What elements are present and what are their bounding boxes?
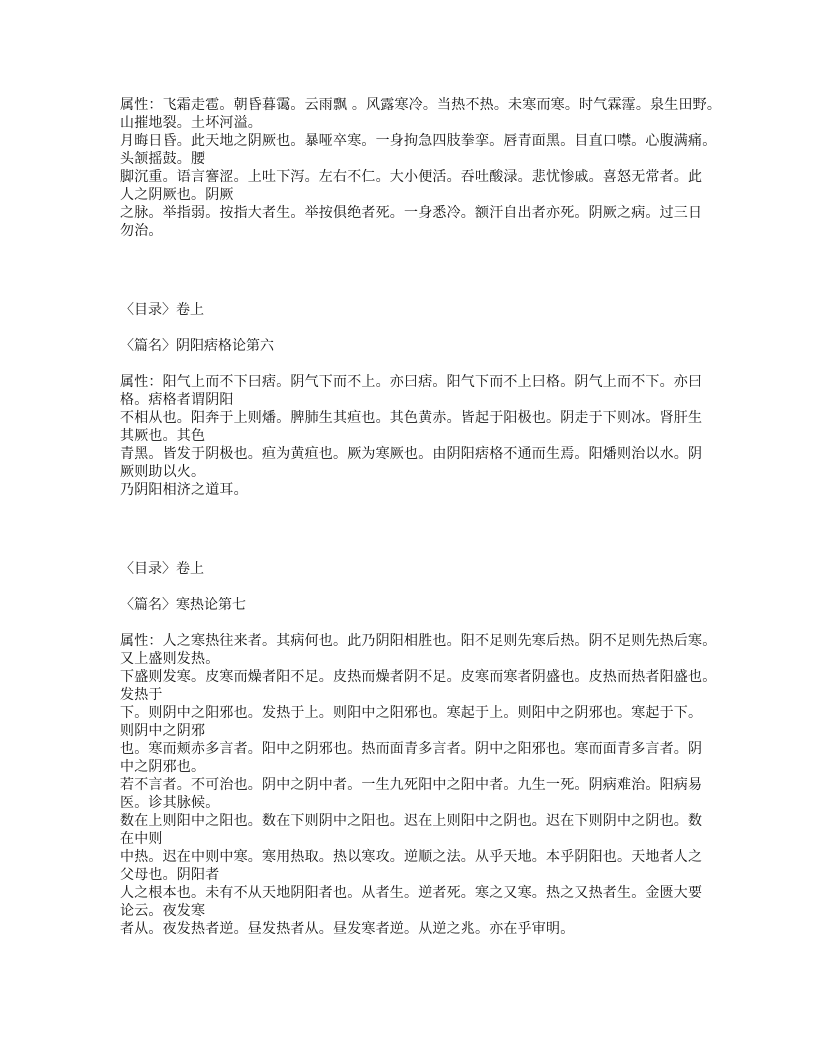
text-line: 则阴中之阴邪 [120, 723, 206, 739]
text-line: 不相从也。阳奔于上则燔。脾肺生其疸也。其色黄赤。皆起于阳极也。阴走于下则冰。肾肝生 [120, 410, 703, 426]
text-line: 下。则阴中之阳邪也。发热于上。则阳中之阳邪也。寒起于上。则阳中之阴邪也。寒起于下。 [120, 705, 703, 721]
text-line: 数在上则阳中之阳也。数在下则阴中之阳也。迟在上则阳中之阴也。迟在下则阴中之阴也。数 [120, 813, 703, 829]
spacer [120, 355, 700, 373]
section-spacer [120, 240, 700, 294]
spacer [120, 614, 700, 632]
text-line: 属性：阳气上而不下曰痞。阴气下而不上。亦曰痞。阳气下而不上曰格。阴气上而不下。亦曰 [120, 374, 703, 390]
attribute-paragraph [120, 373, 703, 499]
spacer [120, 578, 700, 596]
text-line: 在中则 [120, 831, 163, 847]
text-line: 者从。夜发热者逆。昼发热者从。昼发寒者逆。从逆之兆。亦在乎审明。 [120, 921, 575, 937]
text-line: 属性：飞霜走雹。朝昏暮霭。云雨飘 。风露寒冷。当热不热。未寒而寒。时气霖霪。泉生田野。 [120, 97, 722, 113]
section-yin-jue [120, 96, 722, 240]
spacer [120, 319, 700, 337]
document-page [120, 96, 722, 938]
text-line: 若不言者。不可治也。阴中之阴中者。一生九死阳中之阳中者。九生一死。阴病难治。阳病易 [120, 777, 703, 793]
text-line: 格。痞格者谓阴阳 [120, 392, 234, 408]
text-line: 人之根本也。未有不从天地阴阳者也。从者生。逆者死。寒之又寒。热之又热者生。金匮大要 [120, 885, 703, 901]
chapter-title: 〈篇名〉寒热论第七 [120, 597, 246, 613]
section-spacer [120, 499, 700, 553]
text-line: 论云。夜发寒 [120, 903, 206, 919]
text-line: 厥则助以火。 [120, 464, 206, 480]
text-line: 发热于 [120, 687, 163, 703]
text-line: 人之阴厥也。阴厥 [120, 187, 234, 203]
text-line: 中之阴邪也。 [120, 759, 206, 775]
text-line: 山摧地裂。土坏河溢。 [120, 115, 262, 131]
text-line: 父母也。阴阳者 [120, 867, 220, 883]
text-line: 又上盛则发热。 [120, 651, 220, 667]
text-line: 属性：人之寒热往来者。其病何也。此乃阴阳相胜也。阳不足则先寒后热。阴不足则先热后寒。 [120, 633, 717, 649]
attribute-paragraph [120, 96, 722, 240]
text-line: 医。诊其脉候。 [120, 795, 220, 811]
text-line: 中热。迟在中则中寒。寒用热取。热以寒攻。逆顺之法。从乎天地。本乎阴阳也。天地者人之 [120, 849, 703, 865]
text-line: 青黑。皆发于阴极也。疸为黄疸也。厥为寒厥也。由阴阳痞格不通而生焉。阳燔则治以水。阴 [120, 446, 703, 462]
text-line: 乃阴阳相济之道耳。 [120, 482, 248, 498]
section-han-re [120, 560, 717, 938]
text-line: 脚沉重。语言謇涩。上吐下泻。左右不仁。大小便活。吞吐酸渌。悲忧惨戚。喜怒无常者。此 [120, 169, 703, 185]
chapter-title: 〈篇名〉阴阳痞格论第六 [120, 338, 274, 354]
text-line: 其厥也。其色 [120, 428, 206, 444]
text-line: 月晦日昏。此天地之阴厥也。暴哑卒寒。一身拘急四肢拳挛。唇青面黑。目直口噤。心腹满痛。 [120, 133, 717, 149]
text-line: 之脉。举指弱。按指大者生。举按俱绝者死。一身悉冷。额汗自出者亦死。阴厥之病。过三日 [120, 205, 703, 221]
attribute-paragraph [120, 632, 717, 938]
section-yin-yang-pi-ge [120, 301, 703, 499]
catalog-label: 〈目录〉卷上 [120, 302, 204, 318]
catalog-label: 〈目录〉卷上 [120, 561, 204, 577]
text-line: 下盛则发寒。皮寒而燥者阳不足。皮热而燥者阴不足。皮寒而寒者阴盛也。皮热而热者阳盛也。 [120, 669, 717, 685]
text-line: 头颔摇鼓。腰 [120, 151, 206, 167]
text-line: 勿治。 [120, 223, 163, 239]
text-line: 也。寒而颊赤多言者。阳中之阴邪也。热而面青多言者。阴中之阳邪也。寒而面青多言者。阴 [120, 741, 703, 757]
